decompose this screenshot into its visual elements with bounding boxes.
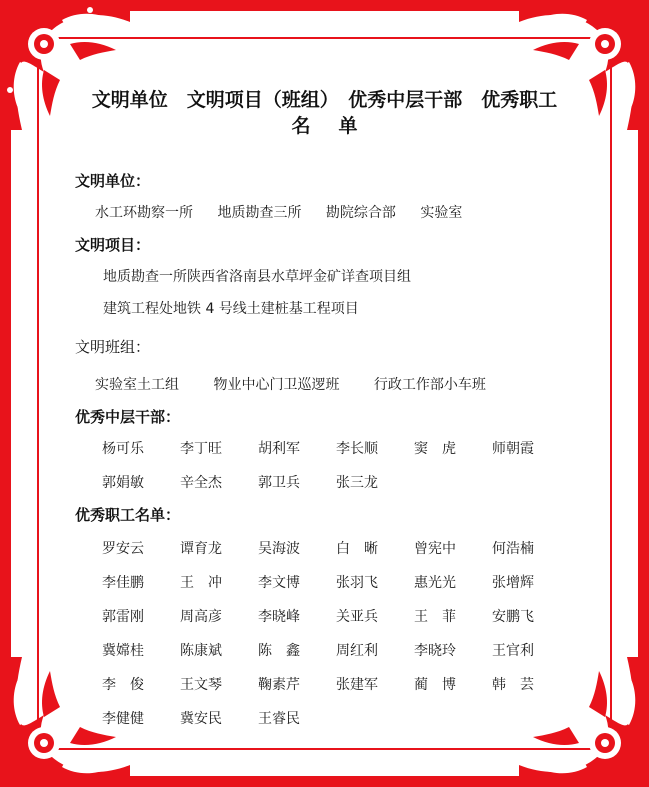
person-name: 曾宪中 [414, 541, 456, 557]
person-name: 辛全杰 [180, 475, 222, 491]
person-name: 惠光光 [414, 575, 456, 591]
name-row [102, 465, 585, 499]
heading-teams: 文明班组： [75, 338, 151, 356]
project-item: 建筑工程处地铁 4 号线土建桩基工程项目 [103, 301, 359, 317]
teams-line [75, 373, 585, 397]
person-name: 韩 芸 [492, 677, 534, 693]
person-name: 谭育龙 [180, 541, 222, 557]
person-name: 王官利 [492, 643, 534, 659]
person-name: 安鹏飞 [492, 609, 534, 625]
unit-item: 实验室 [420, 205, 463, 221]
person-name: 李丁旺 [180, 441, 222, 457]
heading-projects: 文明项目： [75, 236, 151, 254]
person-name: 鞠素芹 [258, 677, 300, 693]
document-body [75, 161, 585, 735]
team-item: 物业中心门卫巡逻班 [213, 377, 340, 393]
person-name: 李晓玲 [414, 643, 456, 659]
person-name: 李晓峰 [258, 609, 300, 625]
person-name: 胡利军 [258, 441, 300, 457]
person-name: 李长顺 [336, 441, 378, 457]
heading-units: 文明单位： [75, 172, 151, 190]
person-name: 张建军 [336, 677, 378, 693]
team-item: 行政工作部小车班 [373, 377, 486, 393]
person-name: 李文博 [258, 575, 300, 591]
person-name: 杨可乐 [102, 441, 144, 457]
person-name: 师朝霞 [492, 441, 534, 457]
unit-item: 水工环勘察一所 [95, 205, 193, 221]
person-name: 白 晰 [336, 541, 378, 557]
person-name: 王睿民 [258, 711, 300, 727]
units-line [75, 201, 585, 225]
team-item: 实验室土工组 [95, 377, 179, 393]
person-name: 冀安民 [180, 711, 222, 727]
staff-list [75, 531, 585, 735]
person-name: 郭雷刚 [102, 609, 144, 625]
name-row [102, 431, 585, 465]
page-title: 文明单位 文明项目（班组） 优秀中层干部 优秀职工 [91, 89, 558, 111]
person-name: 周红利 [336, 643, 378, 659]
person-name: 李健健 [102, 711, 144, 727]
person-name: 王 冲 [180, 575, 222, 591]
name-row [102, 701, 585, 735]
person-name: 蔺 博 [414, 677, 456, 693]
page-title-subline: 名单 [291, 115, 386, 137]
person-name: 周高彦 [180, 609, 222, 625]
person-name: 窦 虎 [414, 441, 456, 457]
name-row [102, 633, 585, 667]
unit-item: 勘院综合部 [325, 205, 396, 221]
person-name: 冀嫦桂 [102, 643, 144, 659]
person-name: 张增辉 [492, 575, 534, 591]
person-name: 郭娟敏 [102, 475, 144, 491]
person-name: 陈康斌 [180, 643, 222, 659]
person-name: 李 俊 [102, 677, 144, 693]
name-row [102, 531, 585, 565]
person-name: 王文琴 [180, 677, 222, 693]
person-name: 张羽飞 [336, 575, 378, 591]
person-name: 李佳鹏 [102, 575, 144, 591]
project-item: 地质勘查一所陕西省洛南县水草坪金矿详查项目组 [103, 269, 411, 285]
person-name: 张三龙 [336, 475, 378, 491]
unit-item: 地质勘查三所 [217, 205, 302, 221]
heading-staff: 优秀职工名单： [75, 506, 181, 524]
name-row [102, 667, 585, 701]
name-row [102, 599, 585, 633]
person-name: 王 菲 [414, 609, 456, 625]
person-name: 吴海波 [258, 541, 300, 557]
heading-cadres: 优秀中层干部： [75, 408, 181, 426]
name-row [102, 565, 585, 599]
person-name: 何浩楠 [492, 541, 534, 557]
cadres-list [75, 431, 585, 499]
person-name: 关亚兵 [336, 609, 378, 625]
person-name: 陈 鑫 [258, 643, 300, 659]
person-name: 罗安云 [102, 541, 144, 557]
person-name: 郭卫兵 [258, 475, 300, 491]
